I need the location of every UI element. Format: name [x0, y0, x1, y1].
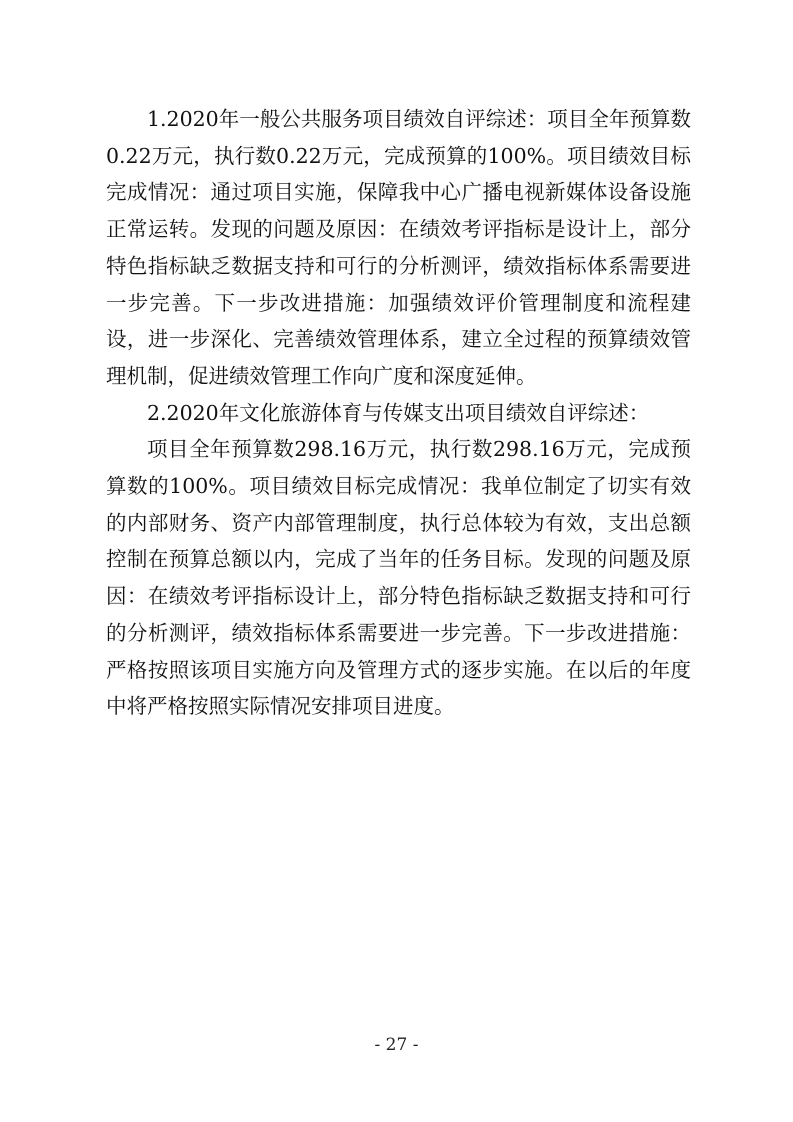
page-number: - 27 - [374, 1035, 419, 1055]
paragraph-culture-heading: 2.2020年文化旅游体育与传媒支出项目绩效自评综述： [147, 400, 650, 425]
document-body [106, 101, 691, 725]
paragraph-culture-summary: 项目全年预算数298.16万元，执行数298.16万元，完成预算数的100%。项目绩效目标完成情况：我单位制定了切实有效的内部财务、资产内部管理制度，执行总体较为有效，支出总额控制在预算总额以内，完成了当年的任务目标。发现的问题及原因：在绩效考评指标设计上，部分特色指标缺乏数据支持和可行的分析测评，绩效指标体系需要进一步完善。下一步改进措施：严格按照该项目实施方向及管理方式的逐步实施。在以后的年度中将严格按照实际情况安排项目进度。 [106, 437, 691, 719]
paragraph-general-public-services: 1.2020年一般公共服务项目绩效自评综述：项目全年预算数0.22万元，执行数0.22万元，完成预算的100%。项目绩效目标完成情况：通过项目实施，保障我中心广播电视新媒体设备设施正常运转。发现的问题及原因：在绩效考评指标是设计上，部分特色指标缺乏数据支持和可行的分析测评，绩效指标体系需要进一步完善。下一步改进措施：加强绩效评价管理制度和流程建设，进一步深化、完善绩效管理体系，建立全过程的预算绩效管理机制，促进绩效管理工作向广度和深度延伸。 [106, 107, 691, 388]
